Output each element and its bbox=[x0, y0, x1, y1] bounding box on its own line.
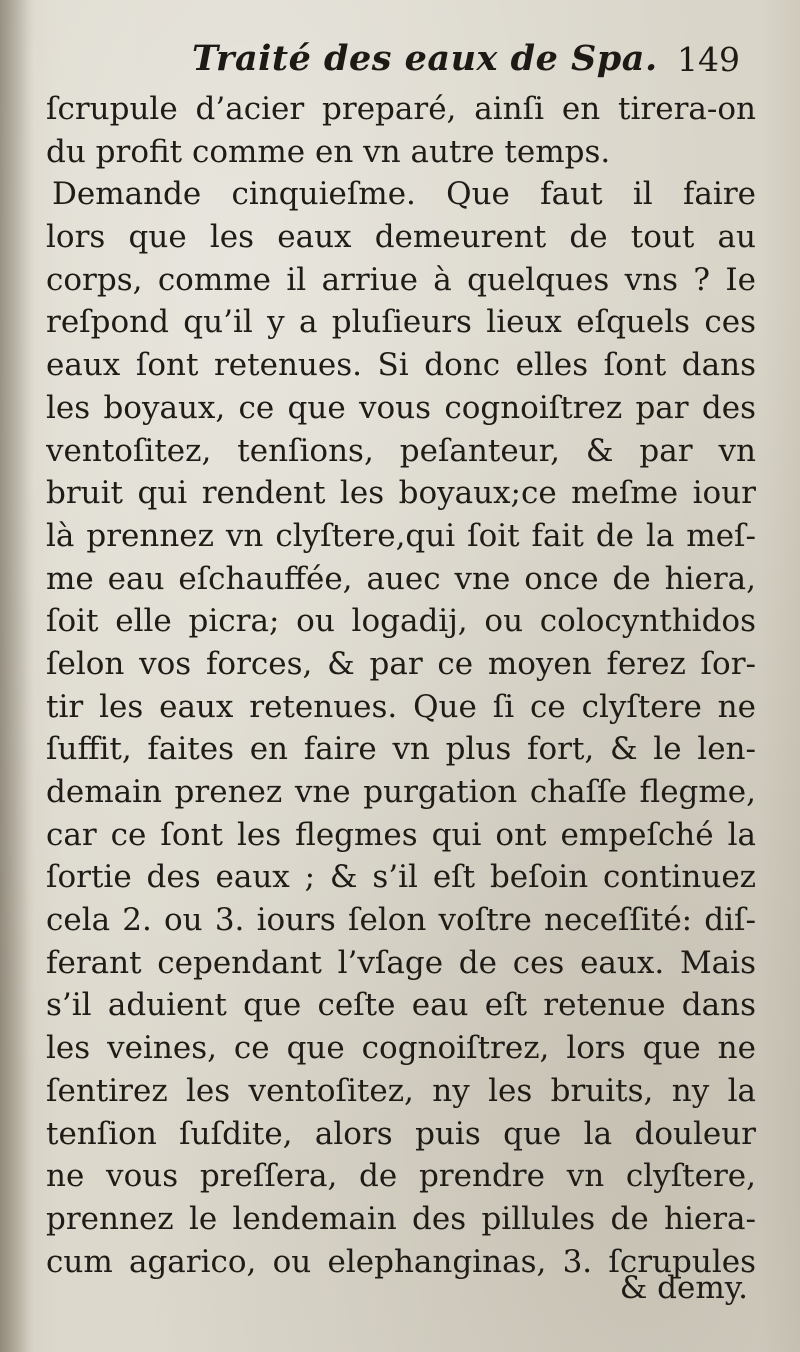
page-header bbox=[40, 36, 760, 96]
text-line: les veines, ce que cognoiſtrez, lors que ne bbox=[46, 1030, 756, 1067]
text-line: cela 2. ou 3. iours ſelon voſtre neceſſité: diſ- bbox=[46, 902, 756, 939]
gutter-shadow bbox=[0, 0, 34, 1352]
text-line: eaux ſont retenues. Si donc elles ſont dans bbox=[46, 347, 756, 384]
text-line: les boyaux, ce que vous cognoiſtrez par des bbox=[46, 389, 756, 426]
text-line: s’il aduient que ceſte eau eſt retenue dans bbox=[46, 987, 756, 1024]
text-line: du profit comme en vn autre temps. bbox=[46, 133, 611, 170]
text-line: cum agarico, ou elephanginas, 3. ſcrupules bbox=[46, 1243, 756, 1280]
page-number: 149 bbox=[677, 40, 740, 79]
text-line: ne vous preſſera, de prendre vn clyſtere, bbox=[46, 1158, 756, 1195]
text-line: reſpond qu’il y a pluſieurs lieux eſquels ces bbox=[46, 304, 756, 341]
text-line: ſuffit, faites en faire vn plus fort, & le len- bbox=[46, 731, 756, 768]
text-line: Demande cinquieſme. Que faut il faire bbox=[52, 176, 756, 213]
text-line: lors que les eaux demeurent de tout au bbox=[46, 219, 756, 256]
text-line: ventoſitez, tenſions, peſanteur, & par vn bbox=[46, 432, 756, 469]
text-line: ſcrupule d’acier preparé, ainſi en tirera-on bbox=[46, 91, 756, 127]
text-line: prennez le lendemain des pillules de hiera- bbox=[46, 1200, 756, 1237]
text-line: ſelon vos forces, & par ce moyen ferez ſor- bbox=[46, 645, 756, 682]
text-line: ſoit elle picra; ou logadij, ou colocynthidos bbox=[46, 603, 756, 640]
text-line: là prennez vn clyſtere,qui ſoit fait de la meſ- bbox=[46, 517, 756, 554]
body-text bbox=[46, 88, 756, 1283]
catchword: & demy. bbox=[619, 1270, 748, 1306]
text-line: ſentirez les ventoſitez, ny les bruits, ny la bbox=[46, 1072, 756, 1109]
text-line: tir les eaux retenues. Que ſi ce clyſtere ne bbox=[46, 688, 756, 725]
text-line: corps, comme il arriue à quelques vns ? Ie bbox=[46, 261, 756, 298]
running-title: Traité des eaux de Spa. bbox=[192, 38, 658, 79]
text-line: bruit qui rendent les boyaux;ce meſme iour bbox=[46, 475, 756, 512]
text-line: demain prenez vne purgation chaſſe flegme, bbox=[46, 774, 756, 810]
text-line: me eau eſchauffée, auec vne once de hiera, bbox=[46, 560, 756, 597]
text-line: tenſion ſuſdite, alors puis que la douleur bbox=[46, 1115, 756, 1152]
text-line: ferant cependant l’vſage de ces eaux. Mais bbox=[46, 944, 756, 981]
text-line: ſortie des eaux ; & s’il eſt beſoin continuez bbox=[46, 859, 756, 896]
text-line: car ce ſont les flegmes qui ont empeſché la bbox=[46, 816, 756, 853]
